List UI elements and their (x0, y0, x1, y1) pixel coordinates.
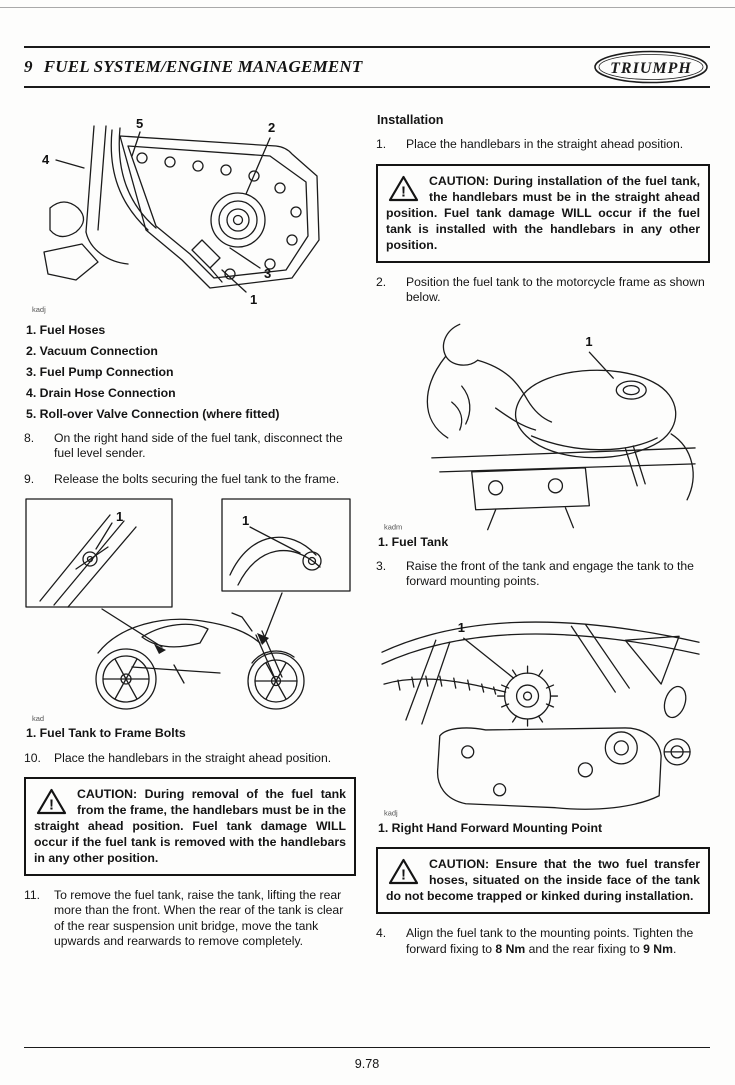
torque-front-value: 8 Nm (495, 941, 526, 956)
step-text: Raise the front of the tank and engage the tank to the forward mounting points. (406, 559, 694, 589)
step-11 (24, 888, 356, 950)
caution-box-removal (24, 777, 356, 876)
legend-item: 1. Fuel Hoses (26, 323, 106, 337)
caution-text: CAUTION: Ensure that the two fuel transfer hoses, situated on the inside face of the tank do not become trapped or kinked during installation. (386, 857, 700, 904)
warning-exclamation: ! (401, 183, 406, 201)
caution-box-installation (376, 164, 710, 263)
fig-frame-bolts-illustration (24, 497, 356, 725)
caution-text: CAUTION: During installation of the fuel tank, the handlebars must be in the straight ahead position. Fuel tank damage WILL occur if the fuel tank is installed with the handlebars in any other position. (386, 173, 700, 252)
step-8 (24, 431, 356, 462)
right-column (376, 112, 710, 967)
legend-item: 2. Vacuum Connection (26, 343, 158, 358)
legend-item: 4. Drain Hose Connection (26, 385, 176, 400)
step-text: On the right hand side of the fuel tank, disconnect the fuel level sender. (54, 431, 343, 461)
page-header (24, 46, 710, 88)
figure-caption: 1. Fuel Tank (378, 534, 449, 549)
figure-callout: 1 (457, 620, 465, 636)
warning-exclamation: ! (49, 796, 54, 814)
page-footer (24, 1047, 710, 1071)
step-3 (376, 559, 710, 590)
step-number: 11. (24, 888, 41, 903)
step-2 (376, 275, 710, 306)
figure-credit: kad (32, 714, 45, 724)
step-10 (24, 751, 356, 766)
figure-credit: kadm (383, 522, 403, 532)
fig-tank-connections-illustration (24, 112, 356, 317)
left-column (24, 112, 356, 967)
step-text: Release the bolts securing the fuel tank to the frame. (54, 471, 340, 486)
warning-triangle-icon (388, 175, 419, 202)
figure-credit: kadj (32, 305, 46, 314)
figure-callout: 1 (242, 513, 250, 529)
warning-exclamation: ! (401, 866, 406, 884)
installation-heading: Installation (377, 113, 444, 127)
figure-caption: 1. Right Hand Forward Mounting Point (378, 820, 603, 835)
triumph-logo (592, 49, 710, 85)
triumph-logo-text: TRIUMPH (610, 60, 692, 77)
step-text (406, 926, 710, 957)
figure-callout: 4 (42, 152, 50, 167)
torque-rear-value: 9 Nm (643, 941, 673, 956)
footer-rule (24, 1047, 710, 1048)
caution-text: CAUTION: During removal of the fuel tank from the frame, the handlebars must be in the straight ahead position. Fuel tank damage WILL occur if the fuel tank is removed with the handlebars in any other position. (34, 787, 346, 866)
step-number: 1. (376, 137, 387, 152)
caution-box-hoses (376, 847, 710, 914)
chapter-number: 9 (24, 57, 33, 76)
fig-fuel-tank-fitting-illustration (376, 316, 710, 534)
page-number: 9.78 (354, 1057, 380, 1071)
chapter-title-text: FUEL SYSTEM/ENGINE MANAGEMENT (43, 57, 363, 76)
step-text-segment: Align the fuel tank to the mounting points. Tighten the forward fixing to (406, 926, 694, 956)
figure-callout: 1 (585, 333, 593, 349)
figure-legend (26, 323, 356, 422)
step-4 (376, 926, 710, 957)
triumph-logo-badge (592, 49, 710, 85)
step-text-segment: and the rear fixing to (525, 941, 644, 956)
step-1 (376, 137, 710, 152)
step-text: Place the handlebars in the straight ahead position. (406, 137, 684, 152)
figure-callout: 5 (136, 116, 144, 131)
step-number: 10. (24, 750, 41, 765)
warning-triangle-icon (388, 858, 419, 885)
step-number: 2. (376, 274, 387, 289)
step-text-segment: . (672, 941, 677, 956)
figure-caption: 1. Fuel Tank to Frame Bolts (26, 726, 186, 741)
figure-callout: 1 (250, 292, 258, 307)
figure-callout: 1 (116, 509, 124, 525)
page-top-rule (0, 7, 735, 8)
page-content (24, 112, 710, 967)
step-text: To remove the fuel tank, raise the tank, lifting the rear more than the front. When the rear of the tank is clear of the rear suspension unit bridge, move the tank upwards and rearwards to remove completely. (54, 888, 344, 949)
step-text: Position the fuel tank to the motorcycle frame as shown below. (406, 274, 705, 305)
figure-callout: 3 (264, 266, 272, 281)
step-text: Place the handlebars in the straight ahead position. (54, 750, 332, 765)
legend-item: 3. Fuel Pump Connection (26, 364, 174, 379)
warning-triangle-icon (36, 788, 67, 815)
legend-item: 5. Roll-over Valve Connection (where fitted) (26, 406, 280, 421)
figure-callout: 2 (268, 120, 276, 135)
step-number: 4. (376, 926, 387, 941)
chapter-title (24, 57, 363, 77)
fig-forward-mounting-illustration (376, 600, 710, 820)
step-number: 3. (376, 559, 387, 574)
figure-credit: kadj (383, 808, 398, 818)
step-number: 9. (24, 471, 35, 486)
step-number: 8. (24, 431, 35, 446)
step-9 (24, 472, 356, 487)
